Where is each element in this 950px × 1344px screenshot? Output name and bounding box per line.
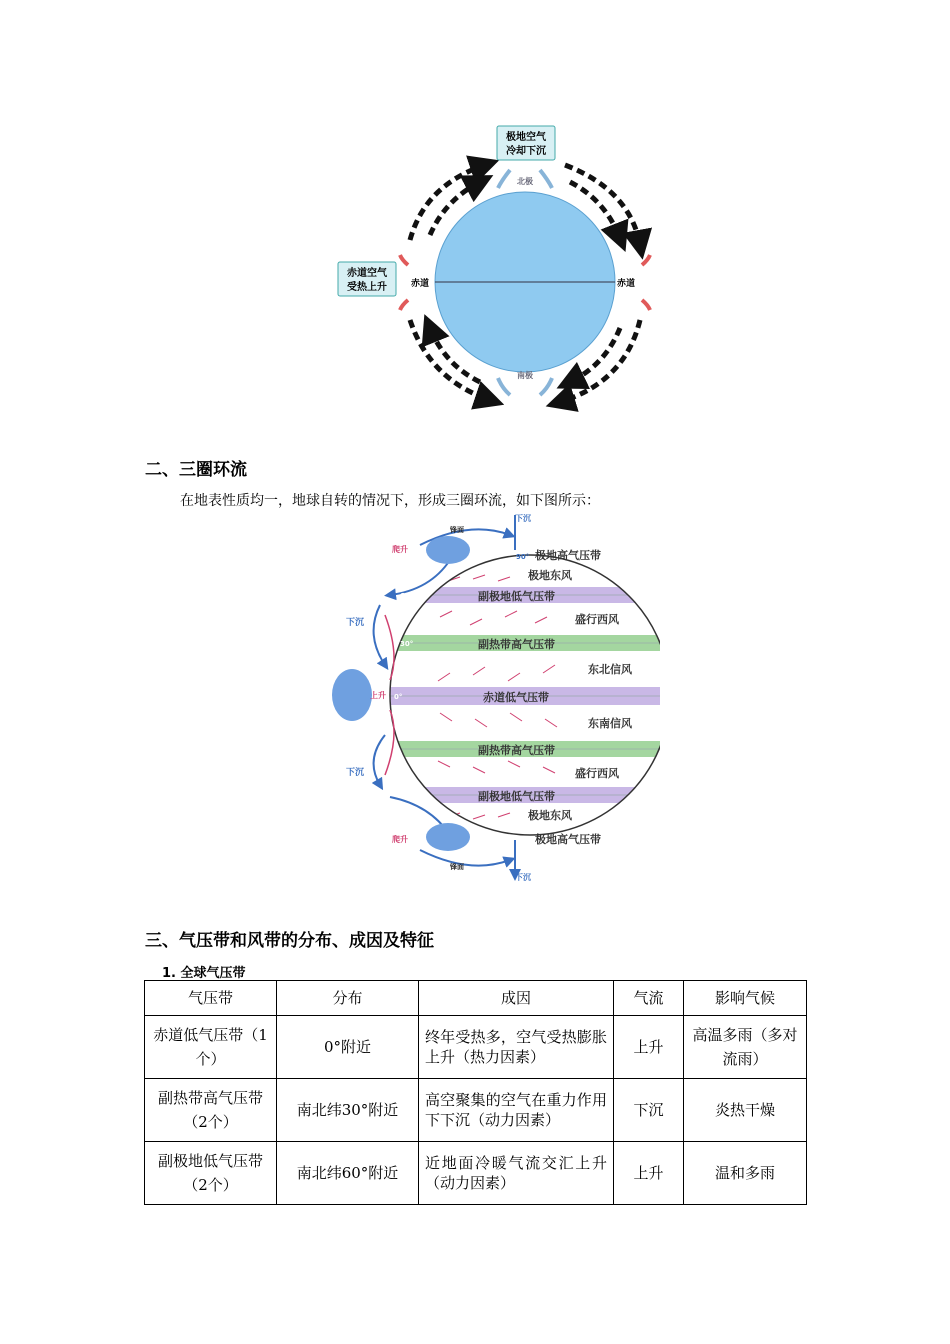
- fig2-lat-0: 0°: [394, 693, 403, 701]
- table-header: 分布: [277, 981, 419, 1016]
- table-cell: 南北纬30°附近: [277, 1079, 419, 1142]
- label-subpolar-low-s: 副极地低气压带: [478, 790, 555, 803]
- north-descent-left: [498, 170, 510, 188]
- left-label-line2: 受热上升: [347, 282, 387, 293]
- fig2-lat-60: 60°: [400, 592, 414, 600]
- equator-right-rise-down: [642, 300, 650, 310]
- north-descent-right: [540, 170, 552, 188]
- table-header: 气流: [614, 981, 684, 1016]
- equator-right-label: 赤道: [616, 279, 636, 289]
- table-header: 气压带: [145, 981, 277, 1016]
- cloud-lower: [426, 823, 470, 851]
- fig2-lower-front: 锋面: [450, 863, 464, 871]
- section3-subheading: 1. 全球气压带: [162, 966, 246, 981]
- south-pole-label: 南极: [517, 371, 533, 380]
- left-label-line1: 赤道空气: [347, 268, 387, 279]
- table-cell: 南北纬60°附近: [277, 1142, 419, 1205]
- table-cell: 赤道低气压带（1个）: [145, 1016, 277, 1079]
- table-cell: 炎热干燥: [684, 1079, 807, 1142]
- label-subtrop-high-s: 副热带高气压带: [478, 744, 555, 757]
- fig2-left-upper-down: 下沉: [346, 618, 365, 628]
- fig2-bottom-down: 下沉: [515, 873, 531, 882]
- fig2-lat-30: 30°: [400, 640, 414, 648]
- table-header: 成因: [419, 981, 614, 1016]
- label-ne-trade: 东北信风: [588, 663, 632, 676]
- equator-left-rise-up: [400, 255, 408, 265]
- table-row: [145, 1079, 807, 1142]
- table-cell: 上升: [614, 1016, 684, 1079]
- section2-heading: 二、三圈环流: [145, 460, 247, 480]
- fig2-top-down: 下沉: [515, 514, 531, 523]
- table-cell: 高温多雨（多对流雨）: [684, 1016, 807, 1079]
- label-subtrop-high-n: 副热带高气压带: [478, 638, 555, 651]
- top-label-line1: 极地空气: [506, 132, 546, 143]
- table-cell: 下沉: [614, 1079, 684, 1142]
- label-polar-east-n: 极地东风: [528, 569, 572, 582]
- table-cell: 副极地低气压带（2个）: [145, 1142, 277, 1205]
- label-equator-low: 赤道低气压带: [483, 691, 549, 704]
- pressure-belt-table: [144, 980, 807, 1205]
- label-polar-high-n: 极地高气压带: [535, 549, 601, 562]
- table-cell: 0°附近: [277, 1016, 419, 1079]
- label-se-trade: 东南信风: [588, 717, 632, 730]
- fig2-upper-rise: 爬升: [392, 545, 408, 554]
- three-cell-circulation-diagram: [320, 505, 660, 885]
- table-header: 影响气候: [684, 981, 807, 1016]
- south-ascent-right: [540, 378, 552, 395]
- table-cell: 终年受热多，空气受热膨胀上升（热力因素）: [419, 1016, 614, 1079]
- equator-left-label: 赤道: [410, 279, 430, 289]
- section2-paragraph: 在地表性质均一，地球自转的情况下，形成三圈环流，如下图所示：: [180, 493, 600, 509]
- table-cell: 高空聚集的空气在重力作用下下沉（动力因素）: [419, 1079, 614, 1142]
- cloud-upper: [426, 536, 470, 564]
- table-cell: 温和多雨: [684, 1142, 807, 1205]
- fig2-lat-90: 90°: [516, 553, 530, 561]
- table-cell: 近地面冷暖气流交汇上升（动力因素）: [419, 1142, 614, 1205]
- table-row: [145, 1016, 807, 1079]
- label-polar-high-s: 极地高气压带: [535, 833, 601, 846]
- section3-heading: 三、气压带和风带的分布、成因及特征: [145, 931, 434, 951]
- equator-right-rise-up: [642, 255, 650, 265]
- equator-left-rise-down: [400, 300, 408, 310]
- fig2-upper-front: 锋面: [450, 526, 464, 534]
- label-westerly-s: 盛行西风: [575, 767, 619, 780]
- table-header-row: [145, 981, 807, 1016]
- fig2-equator-up: 上升: [370, 691, 386, 700]
- table-cell: 副热带高气压带（2个）: [145, 1079, 277, 1142]
- fig2-left-lower-down: 下沉: [346, 768, 365, 778]
- label-subpolar-low-n: 副极地低气压带: [478, 590, 555, 603]
- label-westerly-n: 盛行西风: [575, 613, 619, 626]
- top-label-line2: 冷却下沉: [506, 146, 546, 157]
- label-polar-east-s: 极地东风: [528, 809, 572, 822]
- south-ascent-left: [498, 378, 510, 395]
- table-row: [145, 1142, 807, 1205]
- fig2-lower-rise: 爬升: [392, 835, 408, 844]
- table-cell: 上升: [614, 1142, 684, 1205]
- cloud-equator: [332, 669, 372, 721]
- single-cell-circulation-diagram: [330, 120, 660, 420]
- north-pole-label: 北极: [517, 177, 533, 186]
